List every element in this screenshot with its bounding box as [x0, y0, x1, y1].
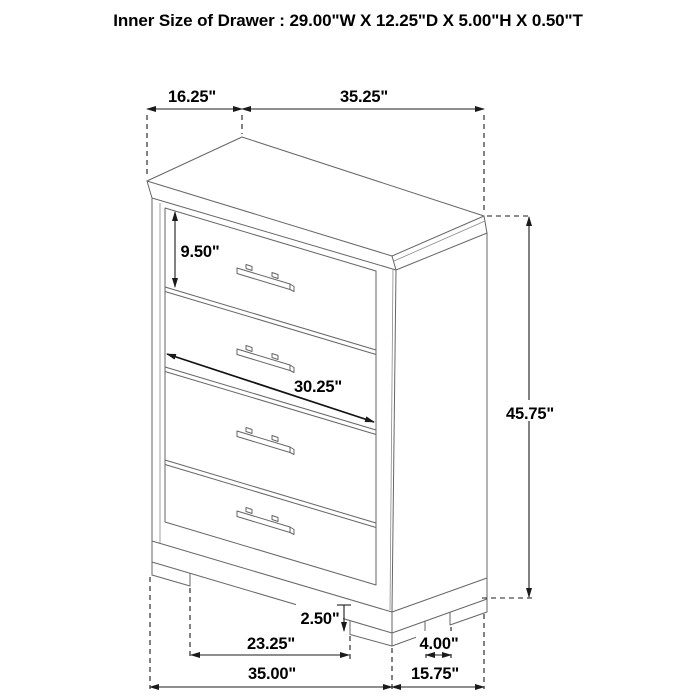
drawer-4-handle — [237, 508, 294, 535]
drawer-width-label: 30.25" — [294, 378, 342, 396]
drawer-dividers — [165, 287, 376, 528]
chest-side-panel — [392, 233, 487, 633]
drawer-3-handle — [237, 428, 294, 455]
dim-foot-height — [296, 604, 351, 631]
drawer-height-label: 9.50" — [180, 243, 220, 261]
dim-drawer-face-height — [175, 212, 219, 287]
overall-height-label: 45.75" — [506, 405, 554, 423]
dim-side-feet-gap — [416, 627, 462, 658]
front-feet-span-label: 23.25" — [247, 635, 295, 653]
side-feet-gap-label: 4.00" — [419, 635, 459, 653]
diagram-title: Inner Size of Drawer : 29.00"W X 12.25"D X 5.00"H X 0.50"T — [113, 11, 583, 30]
top-width-label: 35.25" — [340, 88, 388, 106]
drawer-1-handle — [237, 265, 294, 292]
top-depth-label: 16.25" — [168, 88, 216, 106]
dim-top-depth-and-width — [147, 88, 484, 212]
overall-depth-label: 15.75" — [411, 665, 459, 683]
drawer-2-handle — [237, 346, 294, 373]
dim-overall-height — [482, 216, 556, 598]
foot-height-label: 2.50" — [300, 610, 340, 628]
overall-width-label: 35.00" — [248, 665, 296, 683]
